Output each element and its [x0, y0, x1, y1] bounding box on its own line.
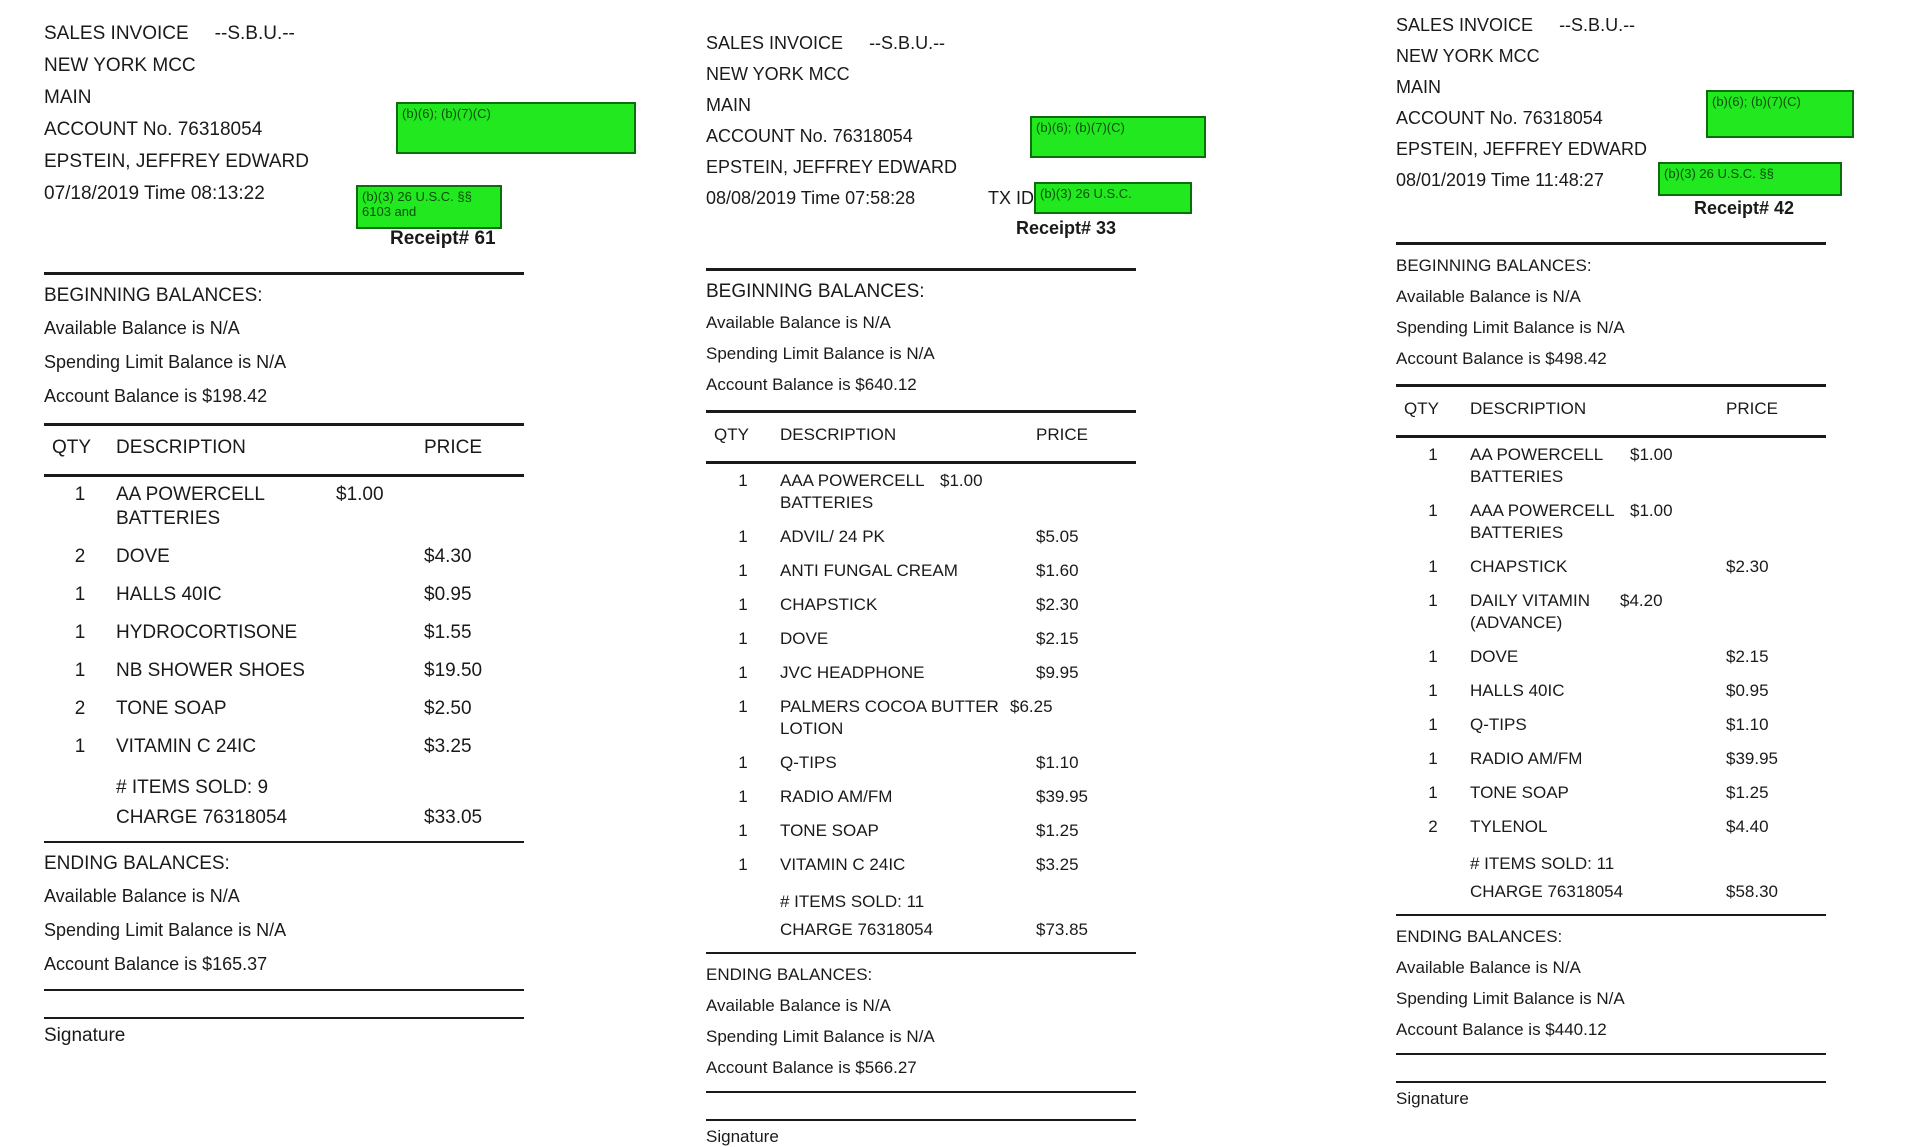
item-price: $2.15 — [1036, 629, 1079, 648]
charge-label: CHARGE 76318054 — [780, 920, 934, 939]
item-qty: 1 — [1428, 681, 1438, 700]
location: NEW YORK MCC — [706, 64, 850, 84]
divider — [1396, 242, 1826, 245]
description-header: DESCRIPTION — [780, 425, 897, 444]
item-qty: 1 — [738, 595, 748, 614]
item-qty: 1 — [738, 663, 748, 682]
item-qty: 1 — [74, 484, 86, 505]
redaction-box-a: (b)(6); (b)(7)(C) — [396, 102, 636, 154]
date-time: 08/01/2019 Time 11:48:27 — [1396, 170, 1604, 190]
column-headers — [706, 419, 1136, 451]
item-qty: 2 — [1428, 817, 1438, 836]
description-header: DESCRIPTION — [1470, 399, 1587, 418]
item-qty: 1 — [738, 527, 748, 546]
charge-total: $33.05 — [424, 807, 483, 828]
item-price: $0.95 — [424, 584, 472, 605]
line-item — [1396, 680, 1826, 702]
item-price: $1.10 — [1726, 715, 1769, 734]
item-price: $1.55 — [424, 622, 472, 643]
item-qty: 1 — [1428, 445, 1438, 464]
sub-location: MAIN — [1396, 77, 1441, 97]
divider — [44, 474, 524, 477]
item-description: TYLENOL — [1470, 817, 1548, 836]
item-description: ANTI FUNGAL CREAM — [780, 561, 958, 580]
item-qty: 1 — [738, 697, 748, 716]
item-qty: 1 — [1428, 501, 1438, 520]
item-price: $1.25 — [1036, 821, 1079, 840]
items-sold-row — [1396, 850, 1826, 878]
signature-label: Signature — [44, 1025, 126, 1046]
beginning-spending-limit: Spending Limit Balance is N/A — [1396, 318, 1625, 337]
item-price: $4.40 — [1726, 817, 1769, 836]
location: NEW YORK MCC — [1396, 46, 1540, 66]
item-description: Q-TIPS — [1470, 715, 1527, 734]
divider — [706, 268, 1136, 271]
ending-balances-title: ENDING BALANCES: — [1396, 927, 1563, 946]
ending-balances-title: ENDING BALANCES: — [706, 965, 873, 984]
divider — [1396, 435, 1826, 438]
invoice-title: SALES INVOICE — [1396, 15, 1534, 35]
signature-label: Signature — [1396, 1089, 1469, 1108]
receipt-1 — [44, 18, 524, 1047]
item-description: AA POWERCELL BATTERIES — [116, 484, 265, 529]
ending-available-balance: Available Balance is N/A — [706, 996, 891, 1015]
ending-spending-limit: Spending Limit Balance is N/A — [1396, 989, 1625, 1008]
location: NEW YORK MCC — [44, 55, 196, 76]
line-item — [706, 560, 1136, 582]
line-items — [706, 470, 1136, 876]
item-qty: 1 — [738, 855, 748, 874]
item-price: $2.15 — [1726, 647, 1769, 666]
items-sold: # ITEMS SOLD: 11 — [780, 892, 925, 911]
charge-row — [1396, 878, 1826, 906]
beginning-spending-limit: Spending Limit Balance is N/A — [44, 352, 287, 372]
line-item — [706, 628, 1136, 650]
divider — [706, 461, 1136, 464]
beginning-available-balance: Available Balance is N/A — [1396, 287, 1581, 306]
redaction-box-b: (b)(3) 26 U.S.C. §§ — [1658, 162, 1842, 196]
item-price: $1.10 — [1036, 753, 1079, 772]
qty-header: QTY — [714, 425, 749, 444]
item-price: $3.25 — [1036, 855, 1079, 874]
sub-location: MAIN — [44, 87, 92, 108]
item-description: PALMERS COCOA BUTTER LOTION — [780, 697, 999, 738]
item-description: AAA POWERCELL BATTERIES — [780, 471, 924, 512]
line-item — [1396, 782, 1826, 804]
item-description: DAILY VITAMIN (ADVANCE) — [1470, 591, 1590, 632]
ending-spending-limit: Spending Limit Balance is N/A — [44, 920, 287, 940]
charge-label: CHARGE 76318054 — [1470, 882, 1624, 901]
customer-name: EPSTEIN, JEFFREY EDWARD — [706, 157, 958, 177]
items-sold: # ITEMS SOLD: 11 — [1470, 854, 1615, 873]
item-description: ADVIL/ 24 PK — [780, 527, 885, 546]
item-price: $1.00 — [1630, 501, 1673, 520]
ending-account-balance: Account Balance is $165.37 — [44, 954, 268, 974]
invoice-title: SALES INVOICE — [44, 23, 189, 44]
line-item — [706, 662, 1136, 684]
line-item — [706, 526, 1136, 548]
price-header: PRICE — [424, 437, 483, 458]
item-description: RADIO AM/FM — [780, 787, 893, 806]
charge-row — [44, 803, 524, 833]
divider — [1396, 384, 1826, 387]
item-qty: 1 — [738, 821, 748, 840]
item-qty: 1 — [1428, 783, 1438, 802]
line-item — [44, 735, 524, 759]
line-item — [706, 594, 1136, 616]
item-description: TONE SOAP — [780, 821, 879, 840]
item-qty: 1 — [1428, 591, 1438, 610]
line-items — [1396, 444, 1826, 838]
item-price: $3.25 — [424, 736, 472, 757]
beginning-account-balance: Account Balance is $198.42 — [44, 386, 268, 406]
line-item — [44, 483, 524, 531]
ending-available-balance: Available Balance is N/A — [1396, 958, 1581, 977]
line-items — [44, 483, 524, 759]
line-item — [706, 854, 1136, 876]
ending-spending-limit: Spending Limit Balance is N/A — [706, 1027, 935, 1046]
column-headers — [1396, 393, 1826, 425]
item-price: $5.05 — [1036, 527, 1079, 546]
item-qty: 1 — [1428, 749, 1438, 768]
item-qty: 1 — [1428, 647, 1438, 666]
item-qty: 1 — [1428, 715, 1438, 734]
item-description: DOVE — [116, 546, 170, 567]
date-time: 07/18/2019 Time 08:13:22 — [44, 183, 265, 204]
divider — [44, 989, 524, 991]
sbu-label: --S.B.U.-- — [1559, 15, 1636, 35]
line-item — [1396, 748, 1826, 770]
item-description: CHAPSTICK — [1470, 557, 1568, 576]
signature-line — [44, 1017, 524, 1019]
item-price: $2.50 — [424, 698, 472, 719]
receipt-3 — [1396, 10, 1826, 1109]
price-header: PRICE — [1036, 425, 1088, 444]
line-item — [706, 470, 1136, 514]
line-item — [1396, 444, 1826, 488]
item-qty: 1 — [74, 660, 86, 681]
receipt-header-title-row — [706, 28, 1136, 59]
divider — [706, 410, 1136, 413]
item-price: $19.50 — [424, 660, 483, 681]
receipt-header-title-row — [44, 18, 524, 50]
items-sold-row — [706, 888, 1136, 916]
item-price: $1.00 — [1630, 445, 1673, 464]
item-description: HYDROCORTISONE — [116, 622, 298, 643]
item-description: VITAMIN C 24IC — [780, 855, 906, 874]
redaction-box-a: (b)(6); (b)(7)(C) — [1706, 90, 1854, 138]
item-price: $1.00 — [940, 471, 983, 490]
line-item — [1396, 646, 1826, 668]
beginning-available-balance: Available Balance is N/A — [44, 318, 240, 338]
signature-line — [1396, 1081, 1826, 1083]
item-qty: 1 — [74, 584, 86, 605]
tx-id-label: TX ID — [988, 188, 1035, 208]
item-description: RADIO AM/FM — [1470, 749, 1583, 768]
line-item — [44, 545, 524, 569]
item-description: NB SHOWER SHOES — [116, 660, 305, 681]
item-description: JVC HEADPHONE — [780, 663, 925, 682]
items-sold: # ITEMS SOLD: 9 — [116, 777, 269, 798]
item-price: $2.30 — [1036, 595, 1079, 614]
line-item — [1396, 816, 1826, 838]
beginning-spending-limit: Spending Limit Balance is N/A — [706, 344, 935, 363]
item-qty: 1 — [74, 622, 86, 643]
line-item — [706, 752, 1136, 774]
item-price: $1.60 — [1036, 561, 1079, 580]
items-sold-row — [44, 773, 524, 803]
redaction-box-b: (b)(3) 26 U.S.C. — [1034, 182, 1192, 214]
item-description: AAA POWERCELL BATTERIES — [1470, 501, 1614, 542]
charge-total: $73.85 — [1036, 920, 1088, 939]
line-item — [1396, 590, 1826, 634]
divider — [706, 1091, 1136, 1093]
item-qty: 2 — [74, 698, 86, 719]
beginning-balances-title: BEGINNING BALANCES: — [706, 281, 925, 302]
item-description: VITAMIN C 24IC — [116, 736, 257, 757]
item-price: $4.30 — [424, 546, 472, 567]
item-qty: 1 — [738, 471, 748, 490]
item-qty: 1 — [738, 629, 748, 648]
sub-location: MAIN — [706, 95, 751, 115]
item-description: CHAPSTICK — [780, 595, 878, 614]
beginning-balances-title: BEGINNING BALANCES: — [1396, 256, 1592, 275]
item-description: AA POWERCELL BATTERIES — [1470, 445, 1603, 486]
item-description: Q-TIPS — [780, 753, 837, 772]
description-header: DESCRIPTION — [116, 437, 246, 458]
ending-balances-title: ENDING BALANCES: — [44, 853, 230, 874]
item-description: DOVE — [1470, 647, 1519, 666]
beginning-account-balance: Account Balance is $498.42 — [1396, 349, 1607, 368]
divider — [44, 841, 524, 843]
beginning-account-balance: Account Balance is $640.12 — [706, 375, 917, 394]
line-item — [44, 659, 524, 683]
ending-available-balance: Available Balance is N/A — [44, 886, 240, 906]
receipt-number: Receipt# 61 — [390, 228, 496, 249]
item-price: $39.95 — [1726, 749, 1778, 768]
divider — [706, 952, 1136, 954]
item-description: HALLS 40IC — [1470, 681, 1565, 700]
item-description: HALLS 40IC — [116, 584, 222, 605]
charge-row — [706, 916, 1136, 944]
price-header: PRICE — [1726, 399, 1778, 418]
qty-header: QTY — [52, 437, 92, 458]
divider — [44, 272, 524, 275]
item-qty: 1 — [738, 561, 748, 580]
item-qty: 1 — [74, 736, 86, 757]
qty-header: QTY — [1404, 399, 1439, 418]
divider — [44, 423, 524, 426]
item-price: $1.00 — [336, 484, 384, 505]
item-qty: 2 — [74, 546, 86, 567]
line-item — [44, 697, 524, 721]
sbu-label: --S.B.U.-- — [214, 23, 295, 44]
item-qty: 1 — [1428, 557, 1438, 576]
item-qty: 1 — [738, 753, 748, 772]
line-item — [706, 696, 1136, 740]
line-item — [706, 786, 1136, 808]
receipt-number: Receipt# 33 — [1016, 218, 1117, 238]
line-item — [44, 583, 524, 607]
item-price: $2.30 — [1726, 557, 1769, 576]
ending-account-balance: Account Balance is $440.12 — [1396, 1020, 1607, 1039]
charge-label: CHARGE 76318054 — [116, 807, 288, 828]
line-item — [1396, 556, 1826, 578]
item-price: $0.95 — [1726, 681, 1769, 700]
date-time: 08/08/2019 Time 07:58:28 — [706, 188, 916, 208]
charge-total: $58.30 — [1726, 882, 1778, 901]
item-description: DOVE — [780, 629, 829, 648]
ending-account-balance: Account Balance is $566.27 — [706, 1058, 917, 1077]
beginning-available-balance: Available Balance is N/A — [706, 313, 891, 332]
beginning-balances-title: BEGINNING BALANCES: — [44, 285, 263, 306]
divider — [1396, 1053, 1826, 1055]
item-price: $39.95 — [1036, 787, 1088, 806]
item-qty: 1 — [738, 787, 748, 806]
receipt-header-title-row — [1396, 10, 1826, 41]
signature-line — [706, 1119, 1136, 1121]
account-number: ACCOUNT No. 76318054 — [1396, 108, 1603, 128]
item-description: TONE SOAP — [116, 698, 227, 719]
item-price: $6.25 — [1010, 697, 1053, 716]
receipt-number: Receipt# 42 — [1694, 198, 1795, 218]
customer-name: EPSTEIN, JEFFREY EDWARD — [44, 151, 309, 172]
receipt-2 — [706, 28, 1136, 1147]
redaction-box-a: (b)(6); (b)(7)(C) — [1030, 116, 1206, 158]
column-headers — [44, 432, 524, 464]
item-price: $1.25 — [1726, 783, 1769, 802]
item-price: $4.20 — [1620, 591, 1663, 610]
account-number: ACCOUNT No. 76318054 — [706, 126, 913, 146]
line-item — [706, 820, 1136, 842]
signature-label: Signature — [706, 1127, 779, 1146]
sbu-label: --S.B.U.-- — [869, 33, 946, 53]
invoice-title: SALES INVOICE — [706, 33, 844, 53]
item-price: $9.95 — [1036, 663, 1079, 682]
divider — [1396, 914, 1826, 916]
redaction-box-b: (b)(3) 26 U.S.C. §§ 6103 and — [356, 185, 502, 229]
line-item — [44, 621, 524, 645]
customer-name: EPSTEIN, JEFFREY EDWARD — [1396, 139, 1648, 159]
item-description: TONE SOAP — [1470, 783, 1569, 802]
line-item — [1396, 500, 1826, 544]
account-number: ACCOUNT No. 76318054 — [44, 119, 263, 140]
line-item — [1396, 714, 1826, 736]
